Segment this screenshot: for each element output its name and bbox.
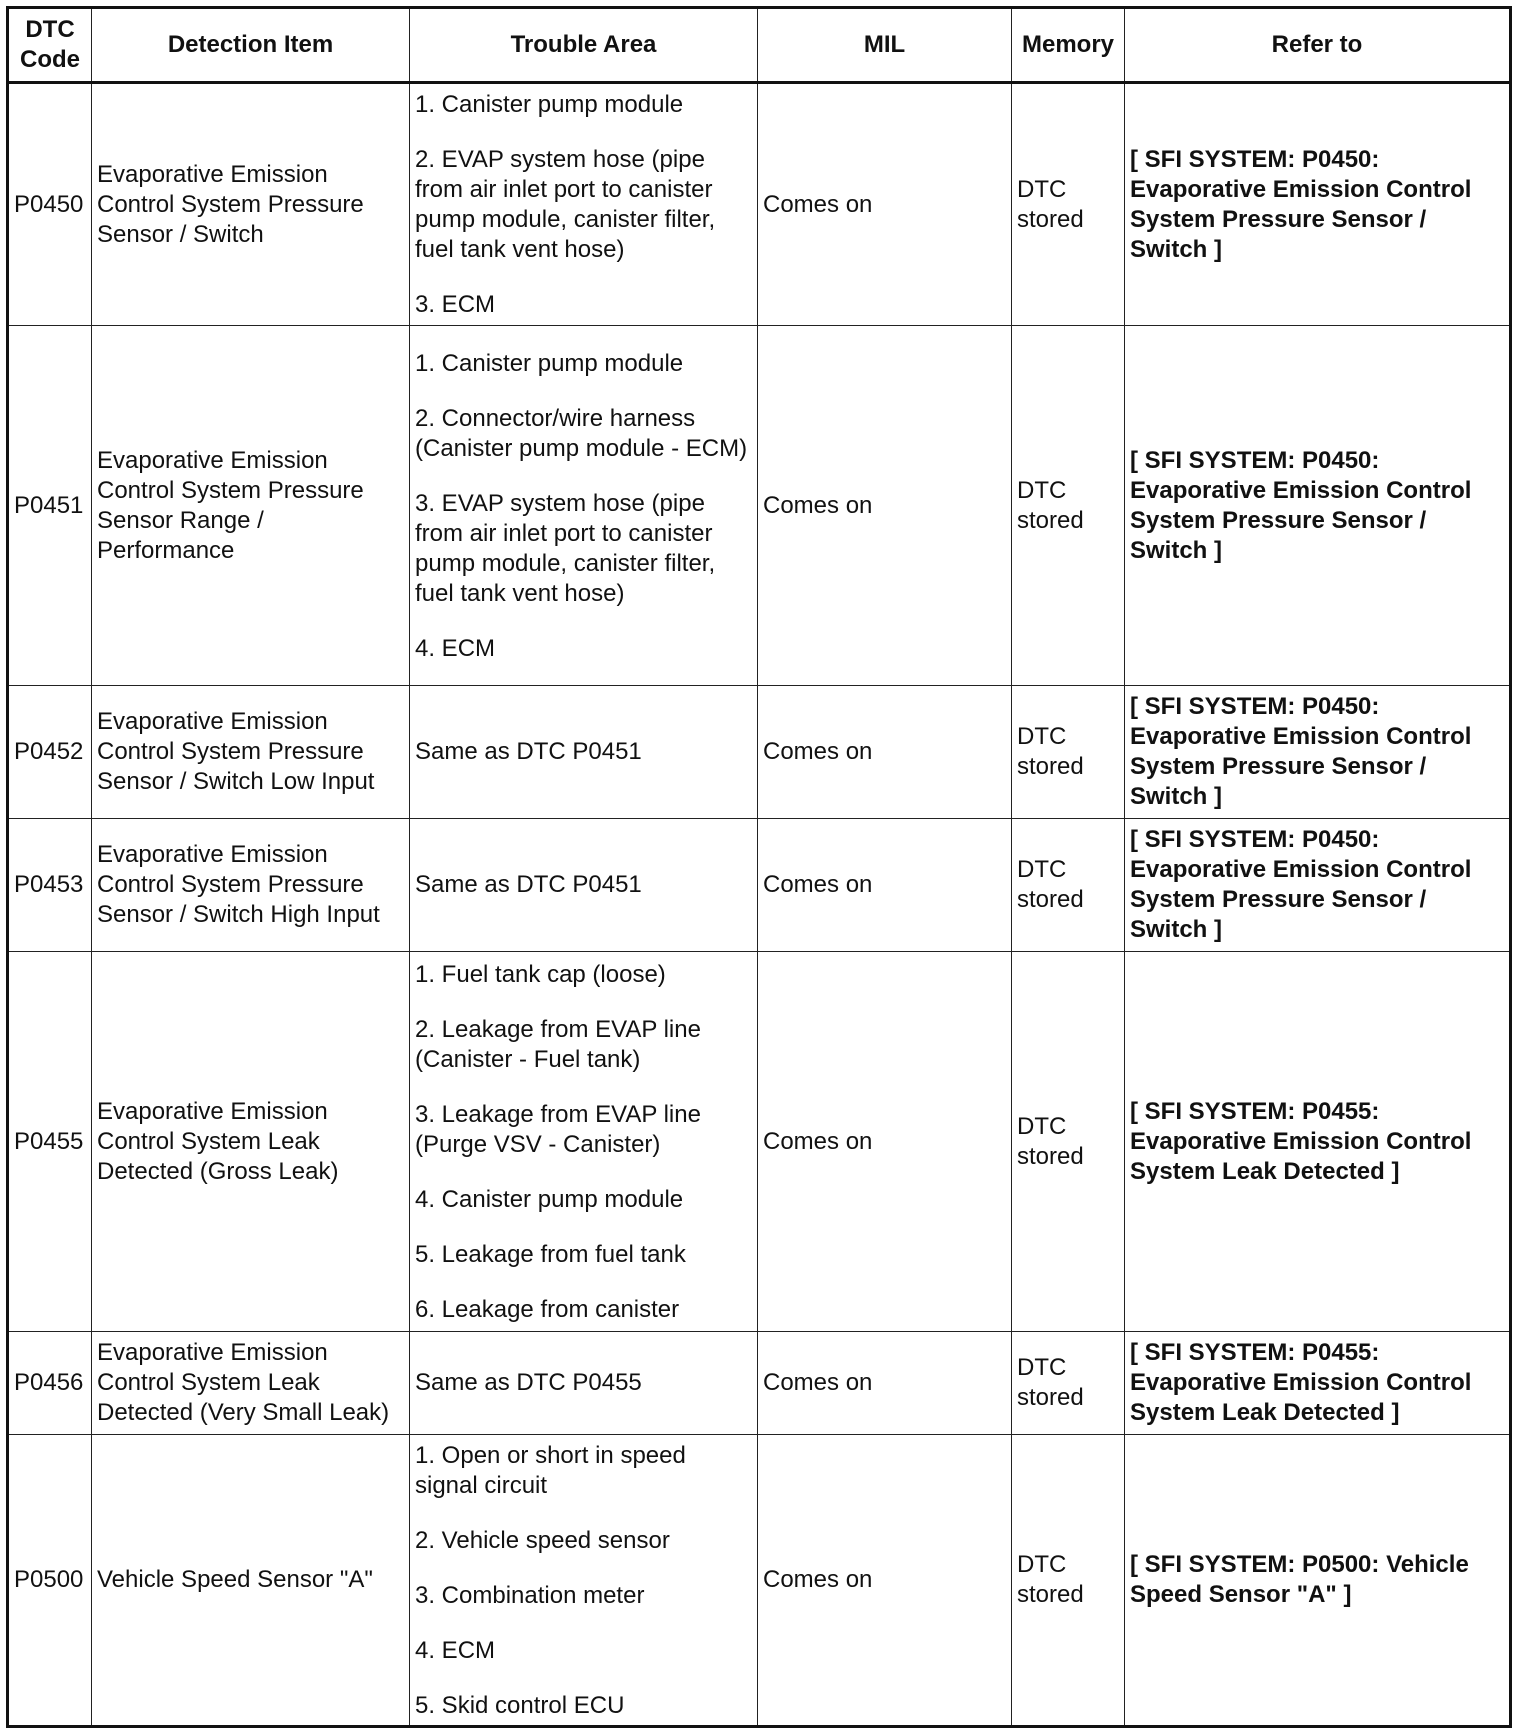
trouble-area-cell [410, 952, 758, 1332]
trouble-area-item: 2. Connector/wire harness (Canister pump module - ECM) [415, 404, 748, 462]
trouble-area-list [415, 955, 752, 1329]
detection-item-cell: Evaporative Emission Control System Leak Detected (Very Small Leak) [92, 1332, 410, 1435]
trouble-area-cell: Same as DTC P0451 [410, 819, 758, 952]
trouble-area-item: 3. EVAP system hose (pipe from air inlet port to canister pump module, canister filter, fuel tank vent hose) [415, 489, 716, 607]
mil-cell: Comes on [758, 819, 1012, 952]
refer-to-link[interactable]: [ SFI SYSTEM: P0450: Evaporative Emission Control System Pressure Sensor / Switch ] [1125, 686, 1511, 819]
table-row [8, 1435, 1511, 1727]
refer-to-link[interactable]: [ SFI SYSTEM: P0455: Evaporative Emission Control System Leak Detected ] [1125, 1332, 1511, 1435]
dtc-code-cell: P0452 [8, 686, 92, 819]
dtc-code-cell: P0455 [8, 952, 92, 1332]
header-mil: MIL [758, 8, 1012, 83]
mil-cell: Comes on [758, 952, 1012, 1332]
trouble-area-item: 3. Combination meter [415, 1581, 645, 1609]
detection-item-cell: Vehicle Speed Sensor "A" [92, 1435, 410, 1727]
trouble-area-item: 2. EVAP system hose (pipe from air inlet port to canister pump module, canister filter, fuel tank vent hose) [415, 146, 716, 263]
trouble-area-list [415, 85, 752, 324]
memory-cell: DTC stored [1012, 1332, 1125, 1435]
table-row [8, 83, 1511, 326]
memory-cell: DTC stored [1012, 952, 1125, 1332]
trouble-area-item: 1. Canister pump module [415, 91, 684, 118]
table-header-row [8, 8, 1511, 83]
trouble-area-cell: Same as DTC P0455 [410, 1332, 758, 1435]
trouble-area-item: 5. Skid control ECU [415, 1691, 625, 1719]
table-row [8, 819, 1511, 952]
detection-item-cell: Evaporative Emission Control System Leak Detected (Gross Leak) [92, 952, 410, 1332]
dtc-code-cell: P0453 [8, 819, 92, 952]
mil-cell: Comes on [758, 83, 1012, 326]
trouble-area-item: 2. Vehicle speed sensor [415, 1526, 670, 1554]
memory-cell: DTC stored [1012, 326, 1125, 686]
dtc-code-cell: P0450 [8, 83, 92, 326]
table-row [8, 326, 1511, 686]
table-row [8, 686, 1511, 819]
trouble-area-item: 6. Leakage from canister [415, 1295, 680, 1323]
trouble-area-item: 1. Open or short in speed signal circuit [415, 1441, 686, 1499]
header-refer-to: Refer to [1125, 8, 1511, 83]
header-memory: Memory [1012, 8, 1125, 83]
trouble-area-item: 2. Leakage from EVAP line (Canister - Fuel tank) [415, 1015, 701, 1073]
trouble-area-item: 1. Fuel tank cap (loose) [415, 960, 666, 988]
detection-item-cell: Evaporative Emission Control System Pressure Sensor / Switch [92, 83, 410, 326]
trouble-area-item: 3. ECM [415, 291, 496, 318]
header-trouble-area: Trouble Area [410, 8, 758, 83]
refer-to-link[interactable]: [ SFI SYSTEM: P0500: Vehicle Speed Sensor "A" ] [1125, 1435, 1511, 1727]
table-row [8, 952, 1511, 1332]
header-dtc-code: DTC Code [8, 8, 92, 83]
refer-to-link[interactable]: [ SFI SYSTEM: P0450: Evaporative Emission Control System Pressure Sensor / Switch ] [1125, 326, 1511, 686]
trouble-area-cell [410, 1435, 758, 1727]
refer-to-link[interactable]: [ SFI SYSTEM: P0455: Evaporative Emission Control System Leak Detected ] [1125, 952, 1511, 1332]
trouble-area-item: 4. ECM [415, 1636, 496, 1664]
dtc-code-cell: P0456 [8, 1332, 92, 1435]
mil-cell: Comes on [758, 1332, 1012, 1435]
refer-to-link[interactable]: [ SFI SYSTEM: P0450: Evaporative Emission Control System Pressure Sensor / Switch ] [1125, 83, 1511, 326]
trouble-area-cell: Same as DTC P0451 [410, 686, 758, 819]
detection-item-cell: Evaporative Emission Control System Pressure Sensor / Switch High Input [92, 819, 410, 952]
table-row [8, 1332, 1511, 1435]
mil-cell: Comes on [758, 326, 1012, 686]
trouble-area-cell [410, 83, 758, 326]
memory-cell: DTC stored [1012, 819, 1125, 952]
trouble-area-item: 3. Leakage from EVAP line (Purge VSV - Canister) [415, 1100, 701, 1158]
memory-cell: DTC stored [1012, 83, 1125, 326]
mil-cell: Comes on [758, 686, 1012, 819]
dtc-code-cell: P0500 [8, 1435, 92, 1727]
detection-item-cell: Evaporative Emission Control System Pressure Sensor / Switch Low Input [92, 686, 410, 819]
header-detection-item: Detection Item [92, 8, 410, 83]
memory-cell: DTC stored [1012, 686, 1125, 819]
refer-to-link[interactable]: [ SFI SYSTEM: P0450: Evaporative Emission Control System Pressure Sensor / Switch ] [1125, 819, 1511, 952]
dtc-table [6, 6, 1512, 1728]
detection-item-cell: Evaporative Emission Control System Pressure Sensor Range / Performance [92, 326, 410, 686]
trouble-area-item: 4. ECM [415, 634, 496, 662]
trouble-area-list [415, 344, 752, 668]
table-body [8, 83, 1511, 1727]
trouble-area-item: 1. Canister pump module [415, 349, 684, 377]
trouble-area-list [415, 1436, 752, 1725]
mil-cell: Comes on [758, 1435, 1012, 1727]
dtc-code-cell: P0451 [8, 326, 92, 686]
trouble-area-item: 4. Canister pump module [415, 1185, 684, 1213]
trouble-area-cell [410, 326, 758, 686]
trouble-area-item: 5. Leakage from fuel tank [415, 1240, 686, 1268]
memory-cell: DTC stored [1012, 1435, 1125, 1727]
